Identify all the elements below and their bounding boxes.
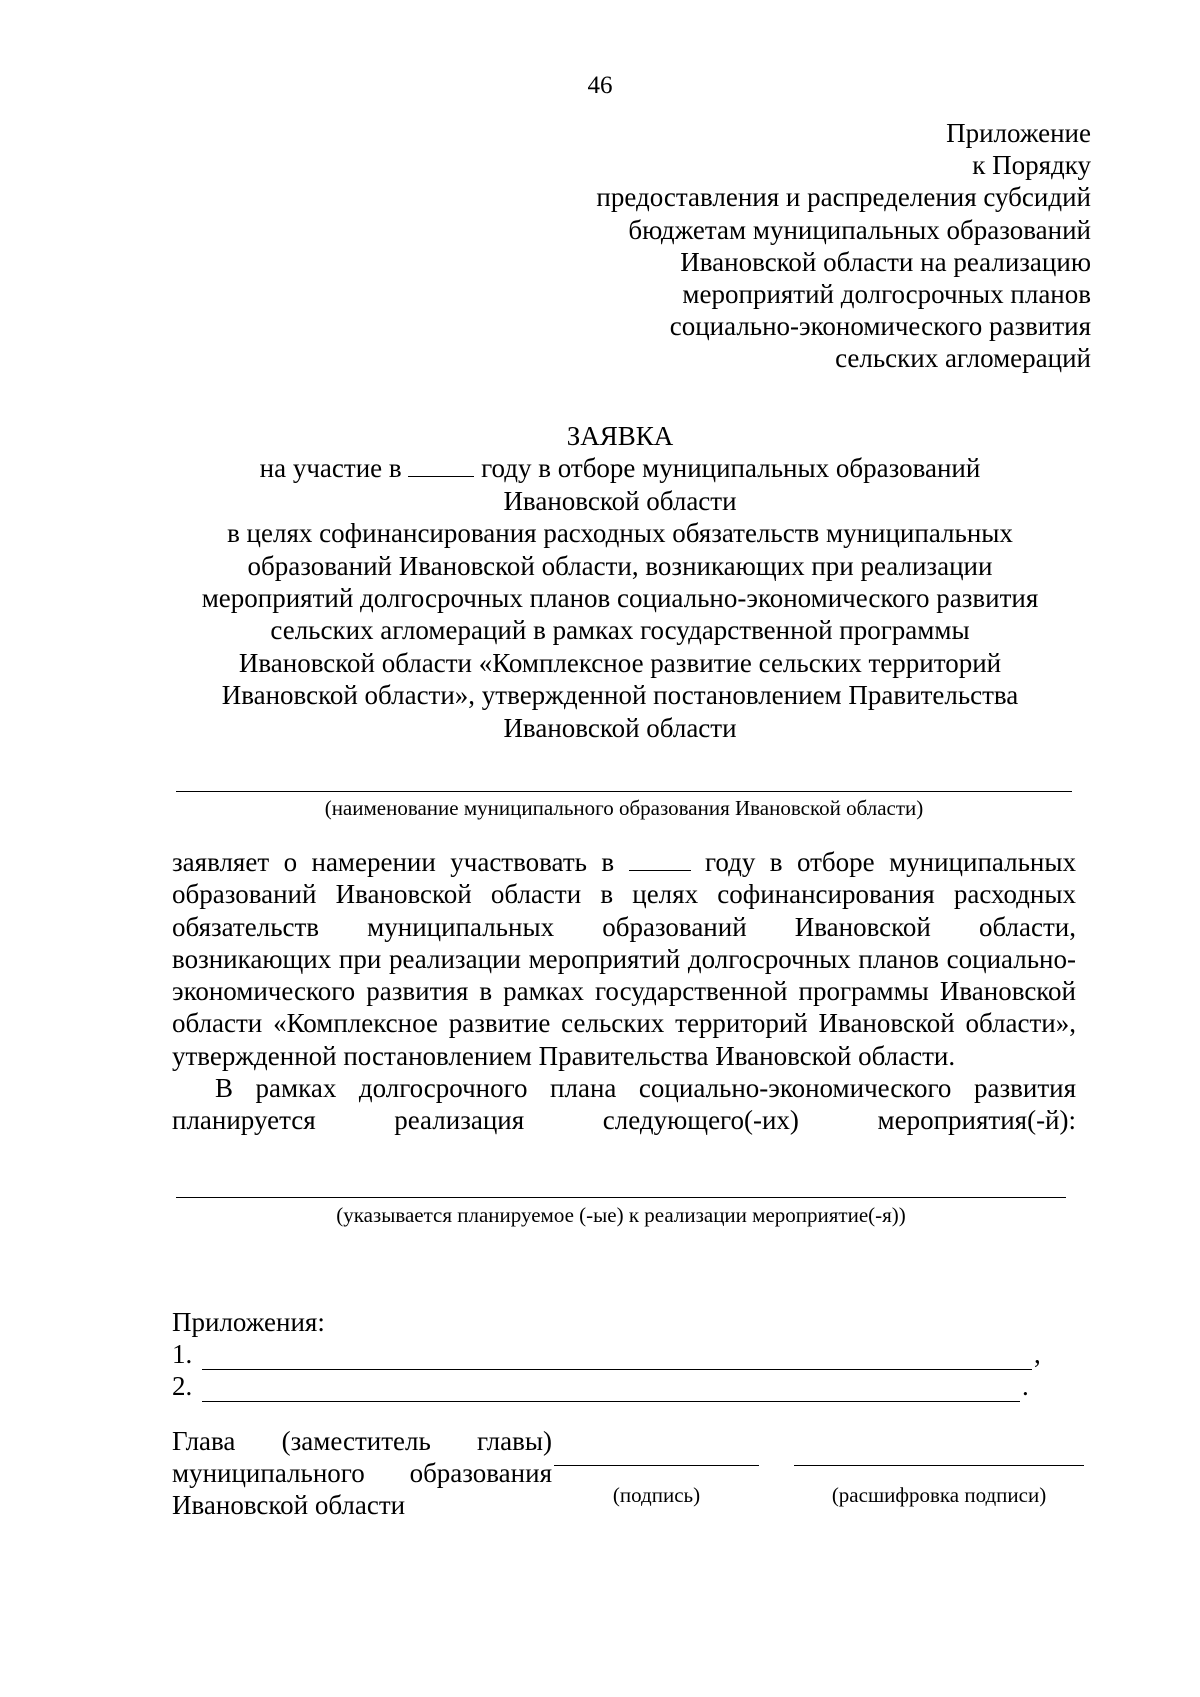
attachment-number: 1. [172, 1339, 193, 1369]
signatory-word: образования [409, 1458, 552, 1488]
signatory-line [172, 1457, 552, 1489]
title-line: Ивановской области [503, 485, 737, 516]
signatory-word: Глава [172, 1426, 236, 1456]
signatory-word: главы) [476, 1426, 552, 1456]
signatory-line: Ивановской области [172, 1490, 406, 1520]
attachment-number: 2. [172, 1371, 193, 1401]
appendix-header [471, 117, 1091, 375]
signatory-word: (заместитель [281, 1426, 431, 1456]
year-blank [629, 846, 691, 871]
year-blank [408, 452, 474, 477]
attachment-item [172, 1370, 1092, 1402]
body-paragraph-1 [172, 846, 1076, 1072]
appendix-line: предоставления и распределения субсидий [596, 182, 1091, 213]
appendix-line: бюджетам муниципальных образований [628, 214, 1091, 245]
appendix-line: к Порядку [972, 150, 1091, 181]
title-line: образований Ивановской области, возникающих при реализации [247, 550, 993, 581]
title-line: Ивановской области», утвержденной постановлением Правительства [221, 680, 1019, 711]
signature-block [172, 1425, 1092, 1535]
appendix-line: сельских агломераций [835, 343, 1091, 374]
body-paragraph-2: В рамках долгосрочного плана социально-экономического развития планируется реализация следующего(-их) мероприятия(-й): [172, 1073, 1076, 1136]
title-line [150, 452, 1090, 484]
title-line1-after: году в отборе муниципальных образований [481, 453, 981, 484]
attachment-item [172, 1338, 1092, 1370]
application-body [172, 846, 1076, 1137]
appendix-line: мероприятий долгосрочных планов [682, 279, 1091, 310]
application-title [150, 420, 1090, 744]
title-line: в целях софинансирования расходных обязательств муниципальных [227, 518, 1013, 549]
title-line: Ивановской области «Комплексное развитие сельских территорий [238, 647, 1002, 678]
document-heading: ЗАЯВКА [566, 421, 674, 451]
municipality-name-caption: (наименование муниципального образования Ивановской области) [324, 796, 924, 820]
title-line: Ивановской области [503, 712, 737, 743]
attachments-list [172, 1306, 1092, 1402]
attachment-blank-line [202, 1347, 1032, 1370]
title-line1-before: на участие в [259, 453, 402, 484]
title-line: мероприятий долгосрочных планов социально-экономического развития [201, 583, 1039, 614]
page-number: 46 [587, 72, 613, 99]
signatory-line [172, 1425, 552, 1457]
title-line: сельских агломераций в рамках государственной программы [270, 615, 970, 646]
measures-caption: (указывается планируемое (-ые) к реализации мероприятие(-я)) [336, 1203, 906, 1227]
signature-decode-line [794, 1465, 1084, 1466]
signature-caption: (подпись) [612, 1483, 701, 1507]
attachments-title: Приложения: [172, 1307, 325, 1337]
signature-decode-caption: (расшифровка подписи) [831, 1483, 1047, 1507]
appendix-line: социально-экономического развития [669, 311, 1091, 342]
signatory-title [172, 1425, 552, 1521]
attachment-punctuation: . [1022, 1371, 1029, 1401]
measures-line [176, 1197, 1066, 1198]
appendix-line: Приложение [946, 118, 1091, 148]
signatory-word: муниципального [172, 1458, 365, 1488]
appendix-line: Ивановской области на реализацию [680, 246, 1091, 277]
attachment-blank-line [202, 1379, 1020, 1402]
body-p1-before: заявляет о намерении участвовать в [172, 847, 615, 877]
municipality-name-line [176, 791, 1072, 792]
attachment-punctuation: , [1034, 1339, 1041, 1369]
body-p1-after: году в отборе муниципальных образований Ивановской области в целях софинансирования расходных обязательств муниципальных образований Ивановской области, возникающих при реализации мероприятий долгосрочных планов социально-экономического развития в рамках государственной программы Ивановской области «Комплексное развитие сельских территорий Ивановской области», утвержденной постановлением Правительства Ивановской области. [172, 847, 1077, 1071]
signature-line [554, 1465, 759, 1466]
